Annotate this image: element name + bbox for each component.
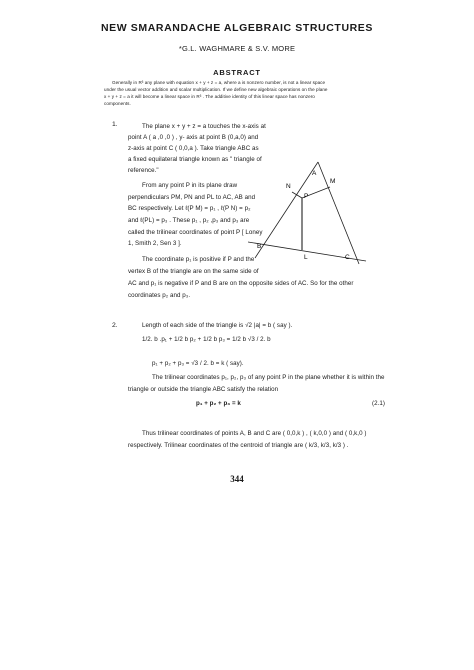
s1-line-5: reference."	[128, 167, 159, 174]
s2-line-4: The trilinear coordinates p₁, p₂, p₃ of any point P in the plane whether it is within the	[152, 374, 385, 381]
s1-line-7: perpendiculars PM, PN and PL to AC, AB and	[128, 194, 256, 201]
s2-closing-2: respectively. Trilinear coordinates of the centroid of triangle are ( k/3, k/3, k/3 ) .	[128, 442, 349, 449]
s1-line-3: z-axis at point C ( 0,0,a ). Take triangle ABC as	[128, 145, 259, 152]
label-c: C	[345, 254, 350, 261]
s1-line-2: point A ( a ,0 ,0 ) , y- axis at point B (0,a,0) and	[128, 134, 259, 141]
s1-line-9: and ℓ(PL) = p₃ . These p₁ , p₂ ,p₃ and p₃ are	[128, 217, 250, 224]
s2-line-5: triangle or outside the triangle ABC satisfy the relation	[128, 386, 279, 393]
paper-authors: *G.L. WAGHMARE & S.V. MORE	[178, 44, 296, 53]
s1-line-8: BC respectively. Let ℓ(P M) = p₁ , ℓ(P N) = p₂	[128, 205, 251, 212]
s1-line-15: coordinates p₂ and p₃.	[128, 292, 191, 299]
abstract-line-2: under the usual vector addition and scalar multiplication. If we define new algebraic operations on the plane	[104, 87, 328, 92]
triangle-figure	[248, 160, 368, 270]
label-a: A	[312, 170, 317, 177]
abstract-heading: ABSTRACT	[213, 68, 261, 77]
side-ab	[255, 162, 318, 258]
abstract-line-4: components.	[104, 101, 131, 106]
label-n: N	[286, 183, 291, 190]
perpendicular-pn	[292, 192, 302, 198]
s2-line-3: p₁ + p₂ + p₃ = √3 / 2. b = k ( say).	[152, 360, 244, 367]
s1-line-10: called the trilinear coordinates of point P [ Loney	[128, 229, 263, 236]
s1-line-12: The coordinate p₁ is positive if P and the	[142, 256, 255, 263]
label-b: B	[257, 243, 262, 250]
section-1-number: 1.	[112, 121, 118, 128]
paper-title: NEW SMARANDACHE ALGEBRAIC STRUCTURES	[100, 22, 374, 34]
s2-line-2: 1/2. b .p₁ + 1/2 b p₂ + 1/2 b p₃ = 1/2 b √3 / 2. b	[142, 336, 271, 343]
page-number: 344	[230, 474, 244, 484]
label-p: P	[304, 193, 309, 200]
s2-line-1: Length of each side of the triangle is √2 |a| = b ( say ).	[142, 322, 293, 329]
s1-line-13: vertex B of the triangle are on the same side of	[128, 268, 259, 275]
label-l: L	[304, 254, 308, 261]
s1-line-1: The plane x + y + z = a touches the x-axis at	[142, 123, 266, 130]
abstract-line-3: x + y + z = a it will become a linear space in R³ . The additive identity of this linear space has nonzero	[104, 94, 315, 99]
s2-closing-1: Thus trilinear coordinates of points A, B and C are ( 0,0,k ) , ( k,0,0 ) and ( 0,k,0 )	[142, 430, 367, 437]
section-2-number: 2.	[112, 322, 118, 329]
s1-line-6: From any point P in its plane draw	[142, 182, 238, 189]
equation-number: (2.1)	[372, 400, 385, 407]
s1-line-11: 1, Smith 2, Sen 3 ].	[128, 240, 182, 247]
side-ac	[318, 162, 359, 264]
s1-line-14: AC and p₁ is negative if P and B are on the opposite sides of AC. So for the other	[128, 280, 354, 287]
abstract-line-1: Generally in R³ any plane with equation x + y + z = a, where a is nonzero number, is not a linear space	[112, 80, 326, 85]
label-m: M	[330, 178, 336, 185]
s1-line-4: a fixed equilateral triangle known as " triangle of	[128, 156, 262, 163]
equation-2-1: p₁ + p₂ + p₃ = k	[196, 400, 241, 407]
